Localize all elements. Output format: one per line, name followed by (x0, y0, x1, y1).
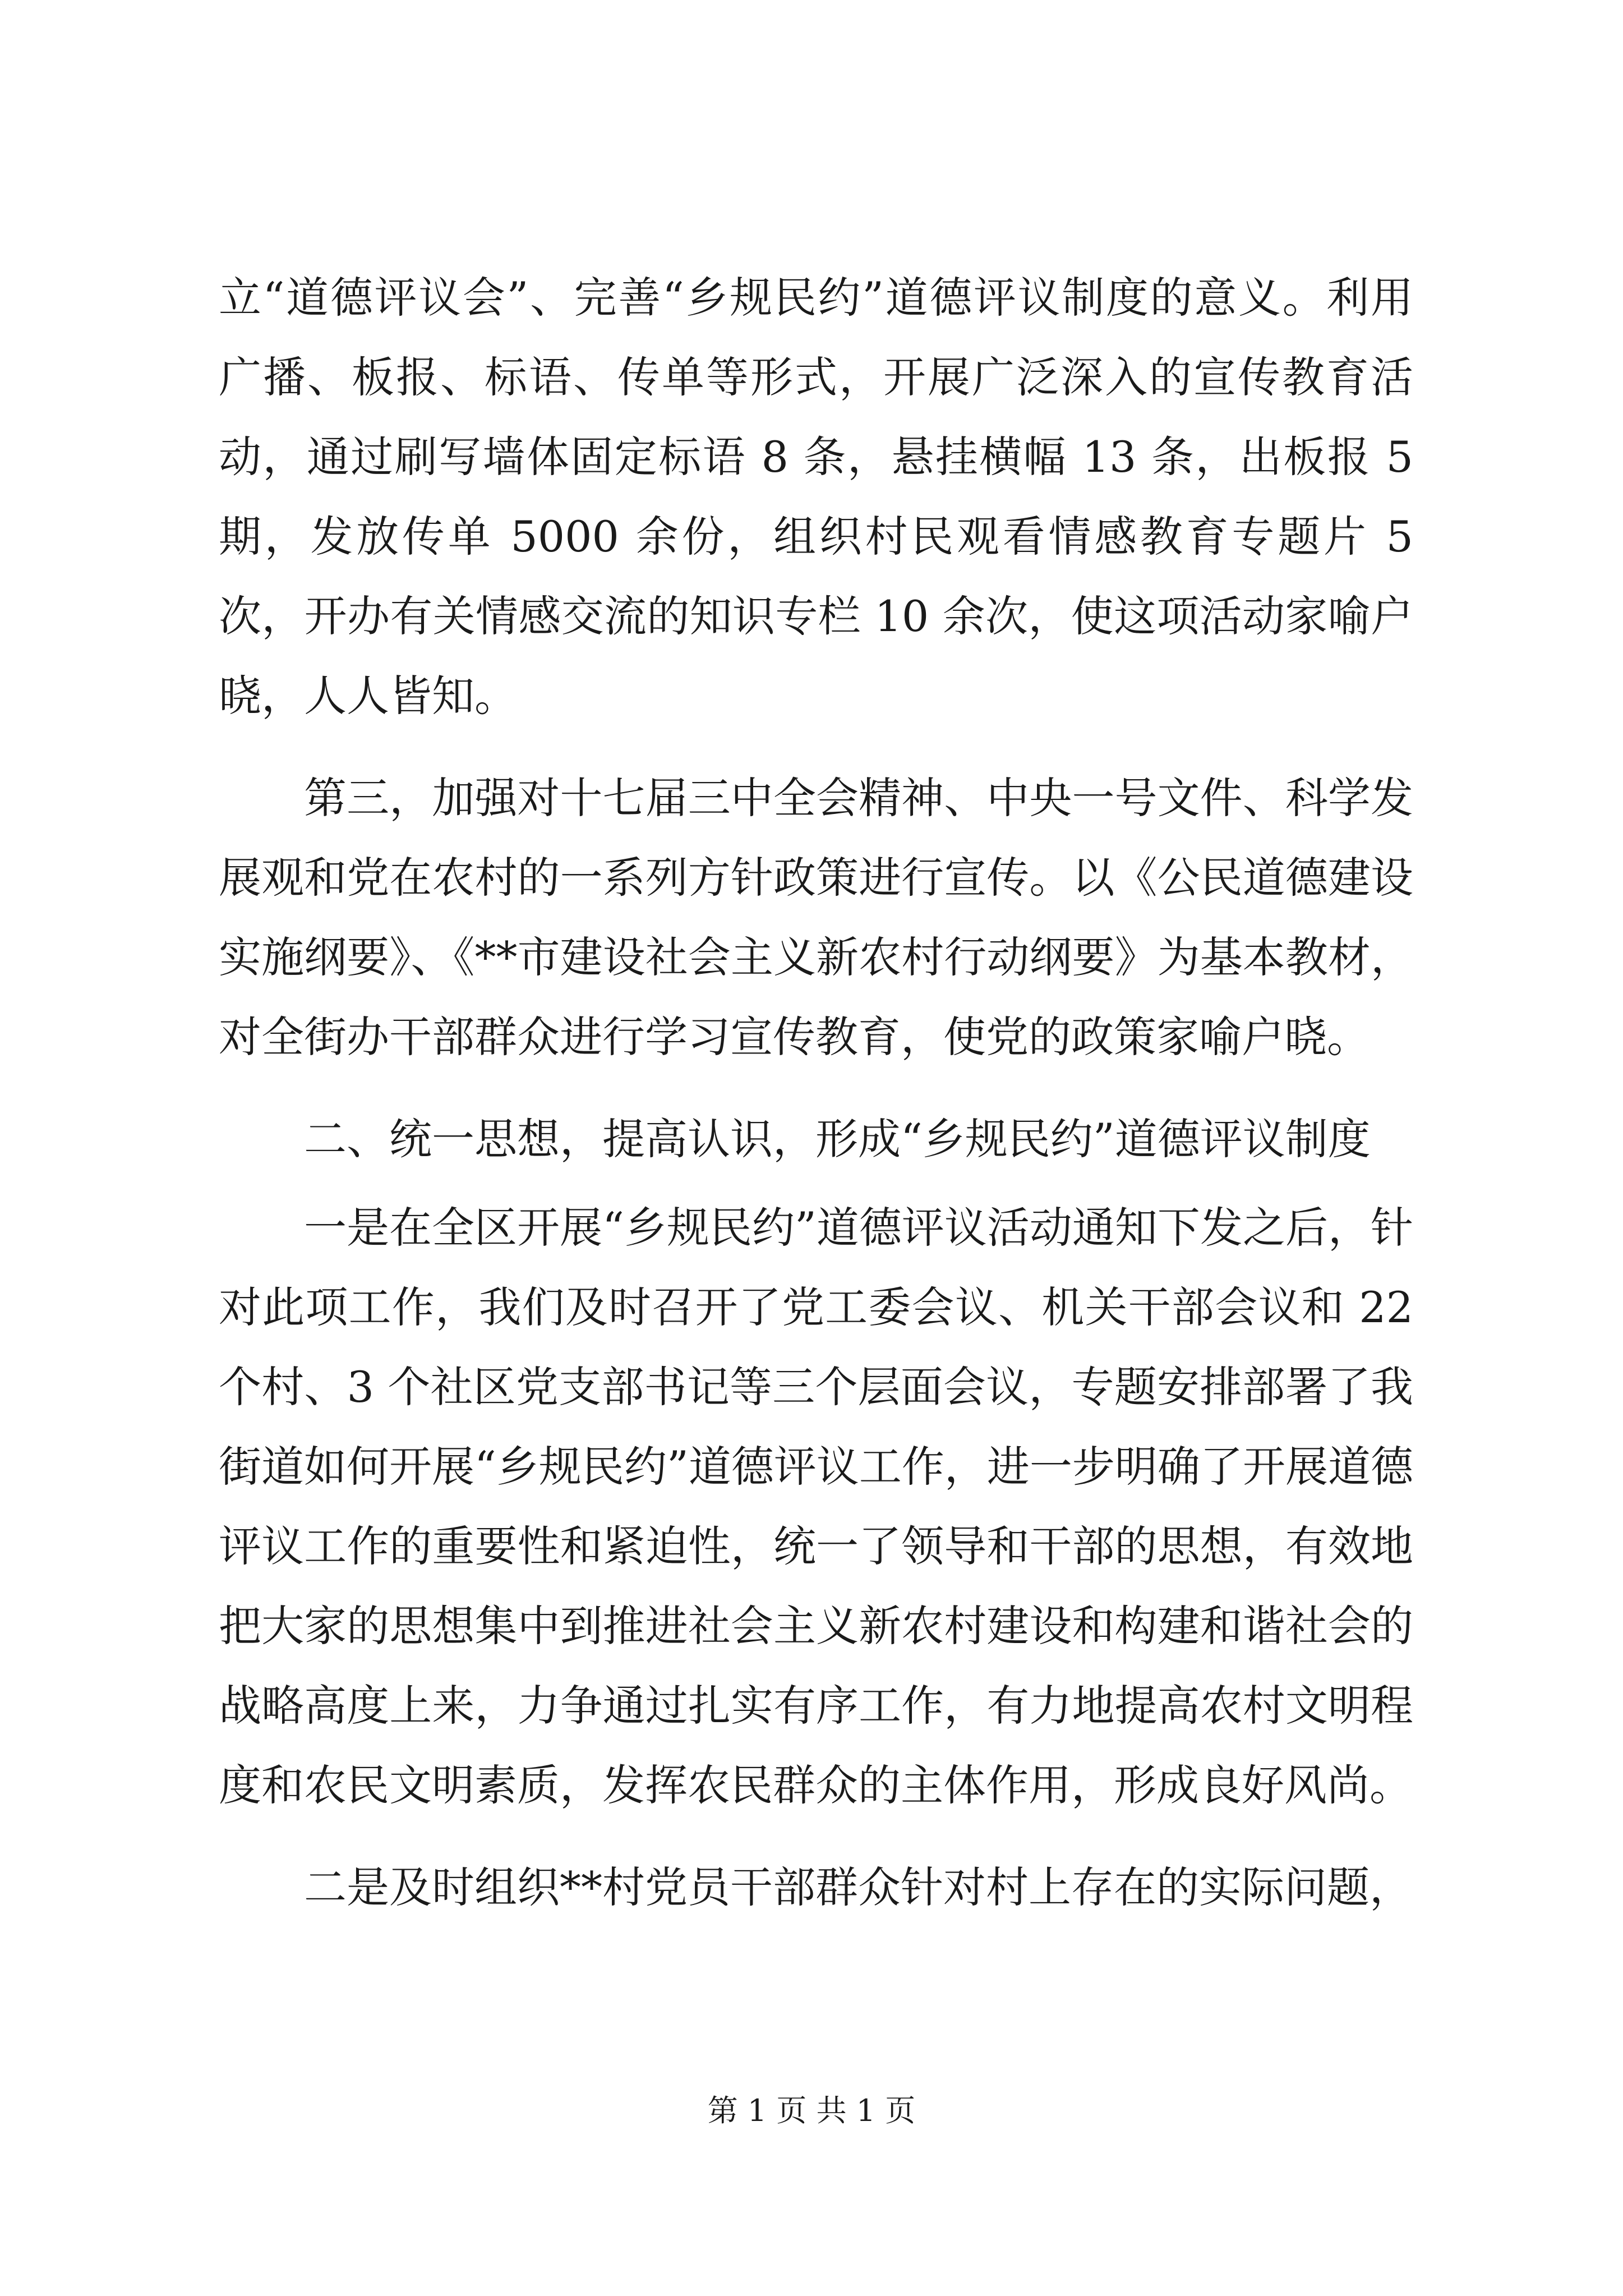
paragraph-first-item: 一是在全区开展“乡规民约”道德评议活动通知下发之后，针对此项工作，我们及时召开了党工委会议、机关干部会议和 22 个村、3 个社区党支部书记等三个层面会议，专题安排部署了我街道如何开展“乡规民约”道德评议工作，进一步明确了开展道德评议工作的重要性和紧迫性，统一了领导和干部的思想，有效地把大家的思想集中到推进社会主义新农村建设和构建和谐社会的战略高度上来，力争通过扎实有序工作，有力地提高农村文明程度和农民文明素质，发挥农民群众的主体作用，形成良好风尚。 (219, 1203, 1413, 1810)
document-body (219, 258, 1413, 1950)
page-number-label: 第 1 页 共 1 页 (707, 2093, 916, 2128)
page-footer (0, 2091, 1623, 2131)
section-heading-two: 二、统一思想，提高认识，形成“乡规民约”道德评议制度 (304, 1114, 1371, 1164)
paragraph-third-point: 第三，加强对十七届三中全会精神、中央一号文件、科学发展观和党在农村的一系列方针政策进行宣传。以《公民道德建设实施纲要》、《**市建设社会主义新农村行动纲要》为基本教材，对全街办干部群众进行学习宣传教育，使党的政策家喻户晓。 (219, 773, 1413, 1062)
paragraph-second-item: 二是及时组织**村党员干部群众针对村上存在的实际问题， (304, 1862, 1412, 1912)
paragraph-continuation: 立“道德评议会”、完善“乡规民约”道德评议制度的意义。利用广播、板报、标语、传单等形式，开展广泛深入的宣传教育活动，通过刷写墙体固定标语 8 条，悬挂横幅 13 条，出板报 5 期，发放传单 5000 余份，组织村民观看情感教育专题片 5 次，开办有关情感交流的知识专栏 10 余次，使这项活动家喻户晓，人人皆知。 (219, 273, 1413, 721)
